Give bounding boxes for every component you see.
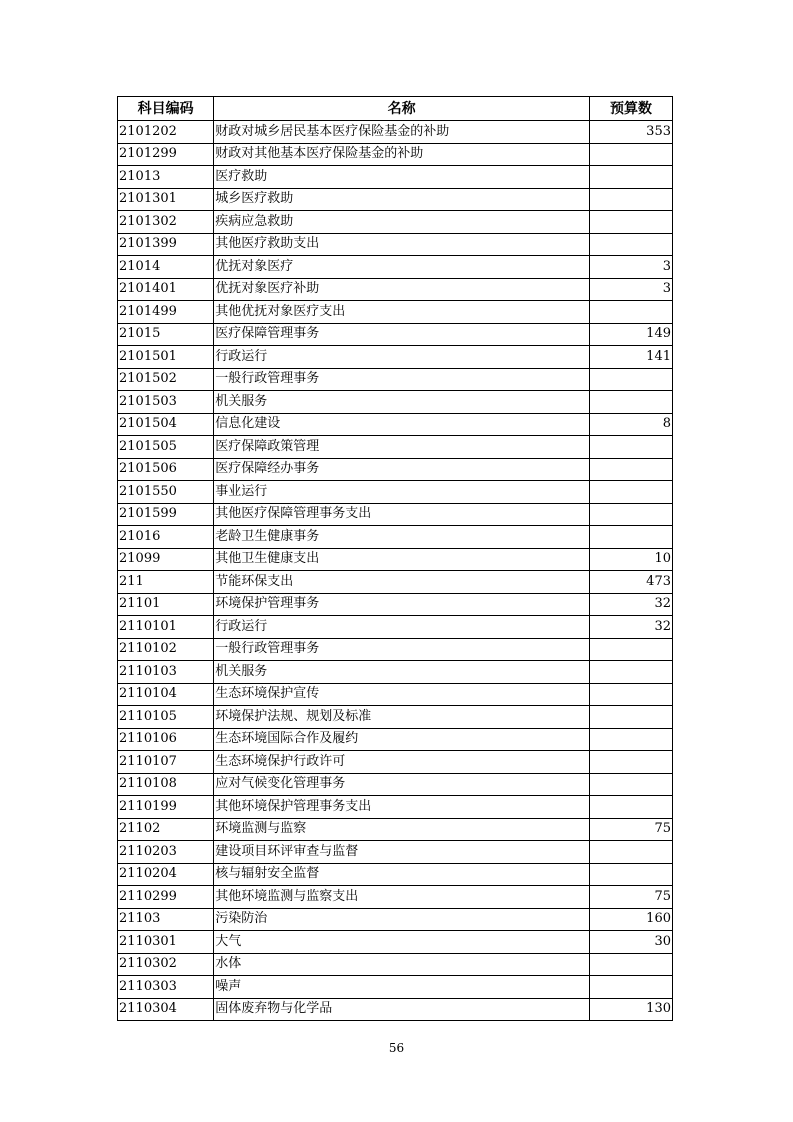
row-amount (590, 391, 673, 414)
table-row (118, 818, 673, 841)
table-row (118, 413, 673, 436)
row-name: 应对气候变化管理事务 (214, 773, 590, 796)
row-code: 21102 (118, 818, 214, 841)
budget-table (117, 96, 673, 1021)
row-code: 2110299 (118, 886, 214, 909)
row-name: 环境监测与监察 (214, 818, 590, 841)
row-amount: 141 (590, 346, 673, 369)
table-row (118, 998, 673, 1021)
table-row (118, 593, 673, 616)
table-row (118, 121, 673, 144)
row-code: 21013 (118, 166, 214, 189)
row-code: 21016 (118, 526, 214, 549)
row-name: 生态环境保护宣传 (214, 683, 590, 706)
row-amount: 75 (590, 886, 673, 909)
row-amount (590, 863, 673, 886)
table-row (118, 683, 673, 706)
row-name: 一般行政管理事务 (214, 638, 590, 661)
row-amount (590, 211, 673, 234)
row-amount (590, 751, 673, 774)
row-name: 其他医疗救助支出 (214, 233, 590, 256)
row-amount (590, 953, 673, 976)
row-name: 环境保护管理事务 (214, 593, 590, 616)
header-name: 名称 (214, 97, 590, 121)
table-row (118, 391, 673, 414)
row-amount: 3 (590, 256, 673, 279)
row-name: 环境保护法规、规划及标准 (214, 706, 590, 729)
row-amount: 75 (590, 818, 673, 841)
row-amount (590, 976, 673, 999)
row-code: 2110304 (118, 998, 214, 1021)
header-code: 科目编码 (118, 97, 214, 121)
row-name: 医疗保障管理事务 (214, 323, 590, 346)
row-amount (590, 301, 673, 324)
row-amount: 149 (590, 323, 673, 346)
row-name: 其他环境保护管理事务支出 (214, 796, 590, 819)
row-name: 生态环境国际合作及履约 (214, 728, 590, 751)
table-body (118, 121, 673, 1021)
row-amount (590, 166, 673, 189)
row-name: 财政对城乡居民基本医疗保险基金的补助 (214, 121, 590, 144)
row-code: 2101504 (118, 413, 214, 436)
row-amount (590, 706, 673, 729)
row-code: 21015 (118, 323, 214, 346)
row-code: 2110104 (118, 683, 214, 706)
row-code: 2110105 (118, 706, 214, 729)
row-amount (590, 436, 673, 459)
table-row (118, 751, 673, 774)
row-amount: 8 (590, 413, 673, 436)
row-amount (590, 233, 673, 256)
row-code: 21014 (118, 256, 214, 279)
header-amount: 预算数 (590, 97, 673, 121)
row-amount: 130 (590, 998, 673, 1021)
row-name: 一般行政管理事务 (214, 368, 590, 391)
row-code: 2101505 (118, 436, 214, 459)
row-code: 2101506 (118, 458, 214, 481)
row-code: 2110203 (118, 841, 214, 864)
row-name: 优抚对象医疗补助 (214, 278, 590, 301)
table-row (118, 728, 673, 751)
row-amount (590, 841, 673, 864)
row-name: 其他卫生健康支出 (214, 548, 590, 571)
row-code: 2101599 (118, 503, 214, 526)
row-code: 2101299 (118, 143, 214, 166)
row-code: 2101401 (118, 278, 214, 301)
row-amount (590, 728, 673, 751)
row-name: 行政运行 (214, 616, 590, 639)
table-header (118, 97, 673, 121)
row-code: 2110103 (118, 661, 214, 684)
table-row (118, 481, 673, 504)
row-code: 2110108 (118, 773, 214, 796)
row-name: 大气 (214, 931, 590, 954)
row-amount (590, 796, 673, 819)
row-name: 城乡医疗救助 (214, 188, 590, 211)
row-amount (590, 503, 673, 526)
table-row (118, 638, 673, 661)
row-code: 2101503 (118, 391, 214, 414)
row-name: 疾病应急救助 (214, 211, 590, 234)
table-row (118, 166, 673, 189)
row-amount (590, 661, 673, 684)
row-name: 固体废弃物与化学品 (214, 998, 590, 1021)
table-row (118, 278, 673, 301)
table-row (118, 548, 673, 571)
table-row (118, 526, 673, 549)
table-row (118, 863, 673, 886)
header-row (118, 97, 673, 121)
table-row (118, 616, 673, 639)
table-row (118, 661, 673, 684)
row-amount: 473 (590, 571, 673, 594)
table-row (118, 773, 673, 796)
table-row (118, 188, 673, 211)
row-amount: 353 (590, 121, 673, 144)
row-name: 噪声 (214, 976, 590, 999)
row-code: 21099 (118, 548, 214, 571)
row-name: 信息化建设 (214, 413, 590, 436)
row-name: 其他环境监测与监察支出 (214, 886, 590, 909)
row-amount (590, 368, 673, 391)
table-row (118, 953, 673, 976)
row-name: 机关服务 (214, 391, 590, 414)
row-amount: 3 (590, 278, 673, 301)
row-name: 核与辐射安全监督 (214, 863, 590, 886)
table-row (118, 458, 673, 481)
row-code: 2110303 (118, 976, 214, 999)
row-name: 水体 (214, 953, 590, 976)
row-amount (590, 188, 673, 211)
table-row (118, 886, 673, 909)
row-amount (590, 143, 673, 166)
row-code: 2101302 (118, 211, 214, 234)
table-row (118, 796, 673, 819)
row-code: 2110101 (118, 616, 214, 639)
table-row (118, 841, 673, 864)
row-name: 生态环境保护行政许可 (214, 751, 590, 774)
row-code: 21101 (118, 593, 214, 616)
row-amount (590, 683, 673, 706)
row-amount (590, 458, 673, 481)
table-row (118, 436, 673, 459)
table-row (118, 346, 673, 369)
table-row (118, 301, 673, 324)
table-row (118, 323, 673, 346)
row-code: 21103 (118, 908, 214, 931)
row-amount (590, 638, 673, 661)
table-row (118, 211, 673, 234)
row-name: 行政运行 (214, 346, 590, 369)
row-amount: 30 (590, 931, 673, 954)
row-code: 2101399 (118, 233, 214, 256)
row-code: 2110301 (118, 931, 214, 954)
row-amount (590, 526, 673, 549)
row-name: 机关服务 (214, 661, 590, 684)
row-code: 2110106 (118, 728, 214, 751)
table-row (118, 368, 673, 391)
row-name: 财政对其他基本医疗保险基金的补助 (214, 143, 590, 166)
row-name: 其他优抚对象医疗支出 (214, 301, 590, 324)
row-name: 医疗保障经办事务 (214, 458, 590, 481)
row-code: 2101202 (118, 121, 214, 144)
row-code: 2110102 (118, 638, 214, 661)
row-name: 污染防治 (214, 908, 590, 931)
table-row (118, 706, 673, 729)
row-name: 优抚对象医疗 (214, 256, 590, 279)
row-code: 2101502 (118, 368, 214, 391)
table-row (118, 503, 673, 526)
row-code: 2110204 (118, 863, 214, 886)
row-amount: 32 (590, 593, 673, 616)
row-code: 2101550 (118, 481, 214, 504)
table-row (118, 931, 673, 954)
table-row (118, 908, 673, 931)
row-code: 2101501 (118, 346, 214, 369)
row-code: 2101499 (118, 301, 214, 324)
row-name: 建设项目环评审查与监督 (214, 841, 590, 864)
table-row (118, 571, 673, 594)
row-name: 其他医疗保障管理事务支出 (214, 503, 590, 526)
row-amount: 160 (590, 908, 673, 931)
row-amount: 32 (590, 616, 673, 639)
row-name: 医疗保障政策管理 (214, 436, 590, 459)
row-amount: 10 (590, 548, 673, 571)
row-code: 2110302 (118, 953, 214, 976)
row-code: 2110199 (118, 796, 214, 819)
row-amount (590, 481, 673, 504)
row-code: 2110107 (118, 751, 214, 774)
table-row (118, 976, 673, 999)
row-code: 2101301 (118, 188, 214, 211)
row-name: 医疗救助 (214, 166, 590, 189)
row-amount (590, 773, 673, 796)
table-row (118, 256, 673, 279)
row-name: 老龄卫生健康事务 (214, 526, 590, 549)
table-row (118, 233, 673, 256)
row-code: 211 (118, 571, 214, 594)
row-name: 事业运行 (214, 481, 590, 504)
table-row (118, 143, 673, 166)
page-number: 56 (388, 1041, 405, 1055)
row-name: 节能环保支出 (214, 571, 590, 594)
